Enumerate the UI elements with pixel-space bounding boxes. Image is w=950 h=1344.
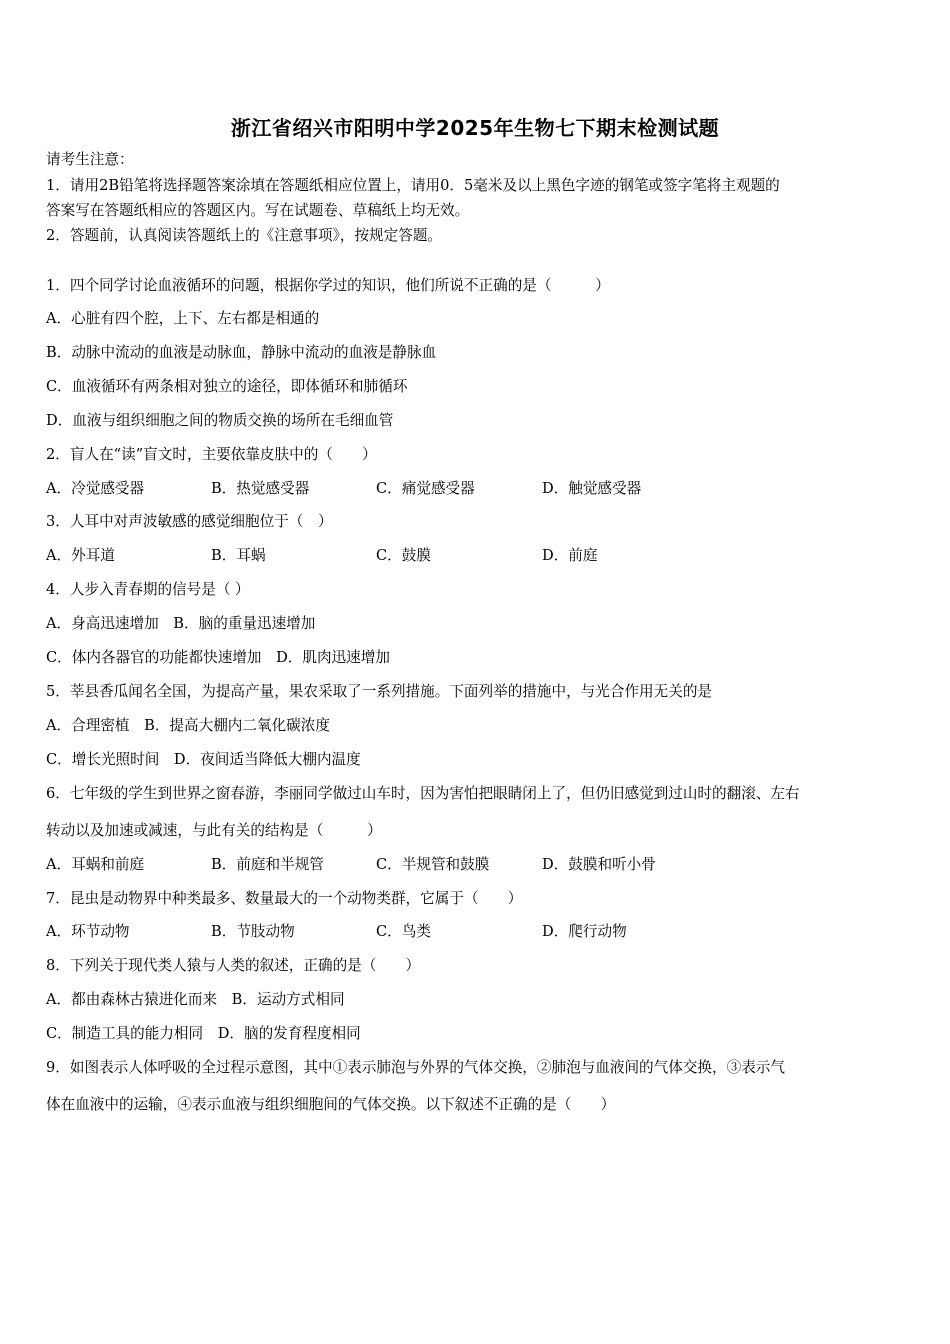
notice-heading: 请考生注意：: [46, 151, 134, 168]
question-3-stem: 3．人耳中对声波敏感的感觉细胞位于（ ）: [46, 513, 333, 530]
question-6-option-b: B．前庭和半规管: [211, 856, 324, 873]
question-2-option-b: B．热觉感受器: [211, 480, 310, 497]
question-2-option-a: A．冷觉感受器: [46, 480, 145, 497]
question-6-option-d: D．鼓膜和听小骨: [542, 856, 656, 873]
question-3-option-a: A．外耳道: [46, 547, 115, 564]
question-9-stem-line-1: 9．如图表示人体呼吸的全过程示意图，其中①表示肺泡与外界的气体交换，②肺泡与血液间的气体交换，③表示气: [46, 1059, 785, 1076]
question-2-stem: 2．盲人在“读”盲文时，主要依靠皮肤中的（ ）: [46, 446, 377, 463]
question-8-options-ab: A．都由森林古猿进化而来 B．运动方式相同: [46, 991, 345, 1008]
question-5-stem: 5．莘县香瓜闻名全国，为提高产量，果农采取了一系列措施。下面列举的措施中，与光合作用无关的是: [46, 683, 713, 700]
question-4-options-ab: A．身高迅速增加 B．脑的重量迅速增加: [46, 615, 316, 632]
question-5-options-ab: A．合理密植 B．提高大棚内二氧化碳浓度: [46, 717, 330, 734]
question-6-option-a: A．耳蜗和前庭: [46, 856, 145, 873]
question-7-stem: 7．昆虫是动物界中种类最多、数量最大的一个动物类群，它属于（ ）: [46, 890, 523, 907]
question-6-option-c: C．半规管和鼓膜: [376, 856, 490, 873]
document-title: 浙江省绍兴市阳明中学2025年生物七下期末检测试题: [230, 116, 720, 140]
question-1-option-a: A．心脏有四个腔，上下、左右都是相通的: [46, 310, 320, 327]
question-1-option-c: C．血液循环有两条相对独立的途径，即体循环和肺循环: [46, 378, 408, 395]
question-2-option-c: C．痛觉感受器: [376, 480, 475, 497]
notice-line-2: 答案写在答题纸相应的答题区内。写在试题卷、草稿纸上均无效。: [46, 202, 470, 219]
notice-line-3: 2．答题前，认真阅读答题纸上的《注意事项》，按规定答题。: [46, 227, 443, 244]
question-3-option-c: C．鼓膜: [376, 547, 431, 564]
question-9-stem-line-2: 体在血液中的运输，④表示血液与组织细胞间的气体交换。以下叙述不正确的是（ ）: [46, 1096, 616, 1113]
question-3-option-d: D．前庭: [542, 547, 598, 564]
question-1-option-d: D．血液与组织细胞之间的物质交换的场所在毛细血管: [46, 412, 394, 429]
notice-line-1: 1．请用2B铅笔将选择题答案涂填在答题纸相应位置上，请用0．5毫米及以上黑色字迹的钢笔或签字笔将主观题的: [46, 177, 780, 194]
question-7-option-b: B．节肢动物: [211, 923, 295, 940]
question-7-option-c: C．鸟类: [376, 923, 431, 940]
question-2-option-d: D．触觉感受器: [542, 480, 642, 497]
question-8-options-cd: C．制造工具的能力相同 D．脑的发育程度相同: [46, 1025, 361, 1042]
question-4-options-cd: C．体内各器官的功能都快速增加 D．肌肉迅速增加: [46, 649, 390, 666]
question-1-option-b: B．动脉中流动的血液是动脉血，静脉中流动的血液是静脉血: [46, 344, 437, 361]
question-6-stem-line-1: 6．七年级的学生到世界之窗春游，李丽同学做过山车时，因为害怕把眼睛闭上了，但仍旧感觉到过山时的翻滚、左右: [46, 785, 800, 802]
question-7-option-d: D．爬行动物: [542, 923, 627, 940]
question-4-stem: 4．人步入青春期的信号是（ ）: [46, 581, 250, 598]
question-8-stem: 8．下列关于现代类人猿与人类的叙述，正确的是（ ）: [46, 957, 421, 974]
question-7-option-a: A．环节动物: [46, 923, 130, 940]
question-3-option-b: B．耳蜗: [211, 547, 266, 564]
question-6-stem-line-2: 转动以及加速或减速，与此有关的结构是（ ）: [46, 822, 382, 839]
question-5-options-cd: C．增长光照时间 D．夜间适当降低大棚内温度: [46, 751, 361, 768]
question-1-stem: 1．四个同学讨论血液循环的问题，根据你学过的知识，他们所说不正确的是（ ）: [46, 277, 610, 294]
